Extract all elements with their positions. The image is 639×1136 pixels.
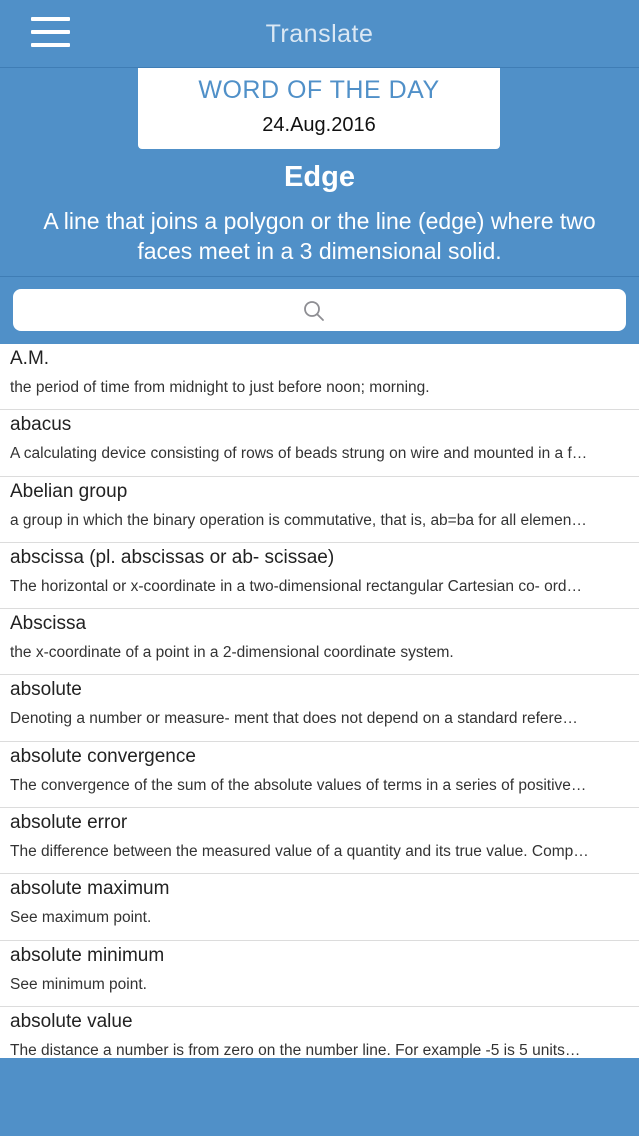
entry-definition: The horizontal or x-coordinate in a two-dimensional rectangular Cartesian co- ord… xyxy=(10,577,583,595)
entry-term: Abelian group xyxy=(10,480,128,502)
word-of-the-day-word: Edge xyxy=(284,161,355,193)
entry-definition: The distance a number is from zero on the number line. For example -5 is 5 units… xyxy=(10,1041,581,1058)
nav-bar xyxy=(0,0,639,68)
list-item[interactable] xyxy=(0,742,639,808)
entry-term: absolute maximum xyxy=(10,878,170,900)
entry-term: abscissa (pl. abscissas or ab- scissae) xyxy=(10,546,335,568)
entry-definition: the x-coordinate of a point in a 2-dimensional coordinate system. xyxy=(10,644,454,662)
list-item[interactable] xyxy=(0,477,639,543)
list-item[interactable] xyxy=(0,675,639,741)
entry-term: absolute error xyxy=(10,812,128,834)
word-of-the-day-card xyxy=(138,68,500,149)
entry-definition: See maximum point. xyxy=(10,909,152,927)
entry-term: Abscissa xyxy=(10,613,87,635)
entry-term: absolute xyxy=(10,679,82,701)
list-item[interactable] xyxy=(0,808,639,874)
list-item[interactable] xyxy=(0,543,639,609)
search-bar xyxy=(0,277,639,344)
list-item[interactable] xyxy=(0,609,639,675)
entry-term: A.M. xyxy=(10,348,50,369)
list-item[interactable] xyxy=(0,941,639,1007)
bottom-bar xyxy=(0,1058,639,1136)
entry-definition: The convergence of the sum of the absolute values of terms in a series of positive… xyxy=(10,776,587,794)
entry-term: absolute convergence xyxy=(10,745,196,767)
entry-definition: the period of time from midnight to just before noon; morning. xyxy=(10,379,430,396)
list-item[interactable] xyxy=(0,1007,639,1058)
list-item[interactable] xyxy=(0,344,639,410)
entry-term: absolute value xyxy=(10,1010,133,1032)
word-of-the-day-date: 24.Aug.2016 xyxy=(262,114,376,136)
word-of-the-day-definition: A line that joins a polygon or the line (edge) where two faces meet in a 3 dimensional solid. xyxy=(43,208,596,264)
entry-definition: See minimum point. xyxy=(10,975,147,993)
word-of-the-day-label: WORD OF THE DAY xyxy=(198,76,440,104)
entry-term: abacus xyxy=(10,414,72,436)
search-input[interactable] xyxy=(13,289,626,331)
word-of-the-day-panel xyxy=(0,68,639,277)
list-item[interactable] xyxy=(0,410,639,476)
glossary-list[interactable] xyxy=(0,344,639,1058)
entry-definition: A calculating device consisting of rows of beads strung on wire and mounted in a f… xyxy=(10,445,588,463)
entry-term: absolute minimum xyxy=(10,944,165,966)
nav-title[interactable]: Translate xyxy=(265,20,374,48)
list-item[interactable] xyxy=(0,874,639,940)
entry-definition: Denoting a number or measure- ment that does not depend on a standard refere… xyxy=(10,710,578,728)
entry-definition: a group in which the binary operation is commutative, that is, ab=ba for all elemen… xyxy=(10,511,587,529)
entry-definition: The difference between the measured value of a quantity and its true value. Comp… xyxy=(10,843,589,861)
